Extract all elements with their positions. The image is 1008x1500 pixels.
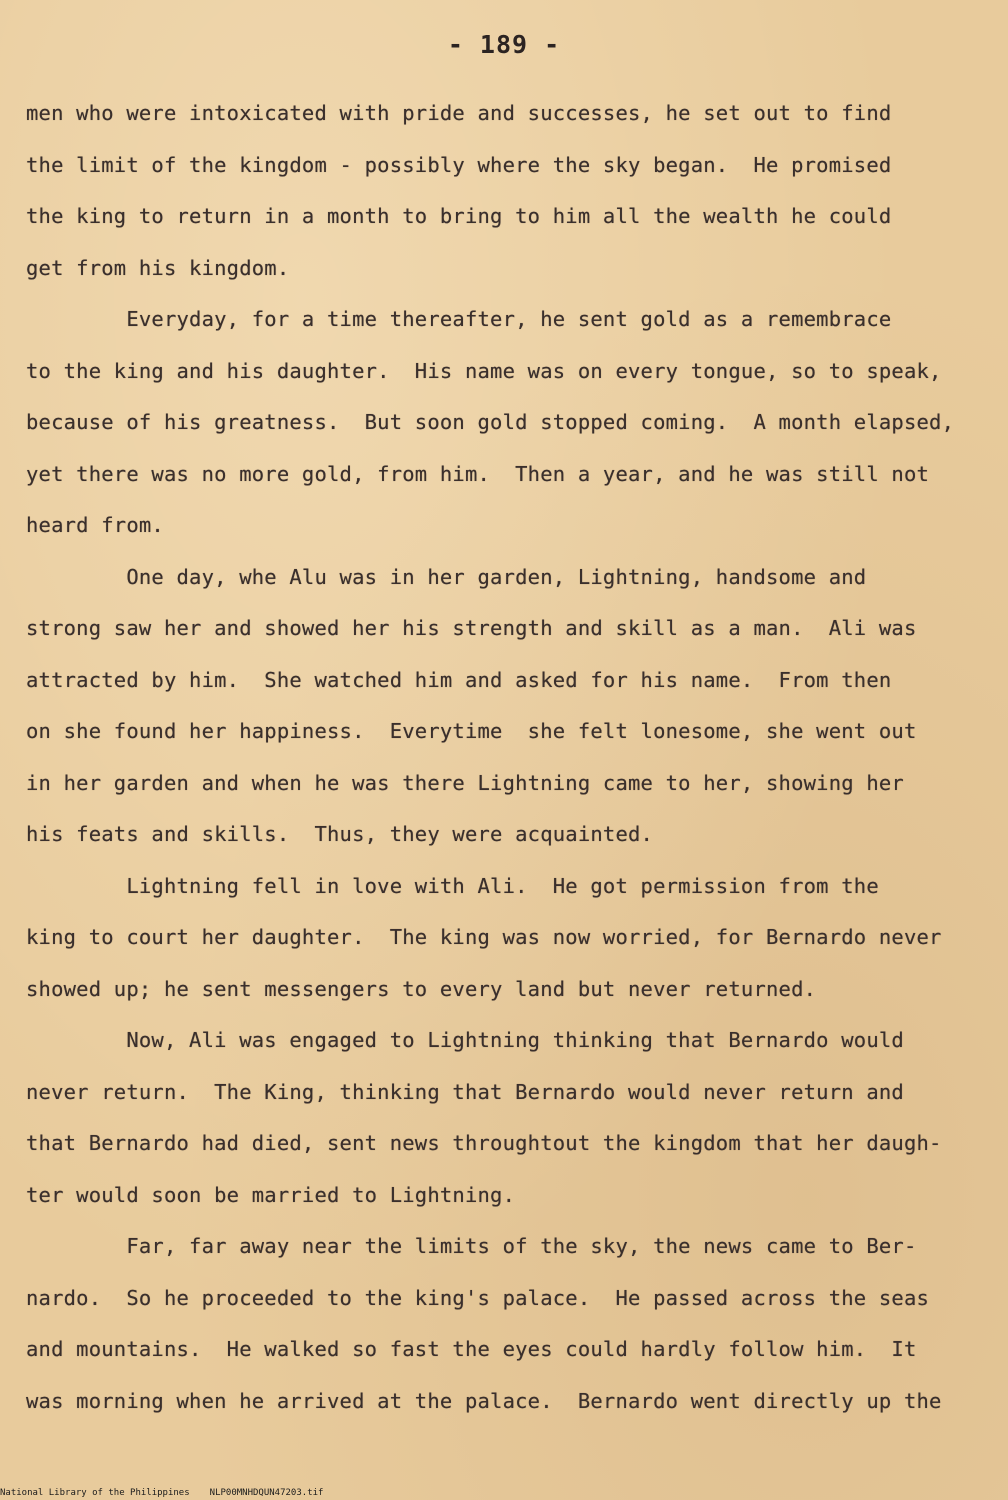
text-line: and mountains. He walked so fast the eyes could hardly follow him. It (26, 1337, 917, 1361)
text-line: showed up; he sent messengers to every land but never returned. (26, 976, 817, 1001)
text-line: on she found her happiness. Everytime she felt lonesome, she went out (26, 719, 917, 743)
footer-library: National Library of the Philippines (0, 1488, 190, 1498)
text-line: because of his greatness. But soon gold stopped coming. A month elapsed, (26, 410, 955, 434)
text-line: the limit of the kingdom - possibly where the sky began. He promised (26, 152, 892, 177)
text-line: get from his kingdom. (26, 255, 290, 280)
text-line: to the king and his daughter. His name was on every tongue, so to speak, (26, 358, 942, 383)
text-line: king to court her daughter. The king was now worried, for Bernardo never (26, 925, 942, 949)
text-line: Lightning fell in love with Ali. He got permission from the (26, 873, 879, 898)
text-line: strong saw her and showed her his strength and skill as a man. Ali was (26, 616, 917, 640)
text-line: that Bernardo had died, sent news throughtout the kingdom that her daugh- (26, 1131, 942, 1155)
body-text (26, 88, 976, 1427)
text-line: yet there was no more gold, from him. Then a year, and he was still not (26, 461, 930, 486)
text-line: Everyday, for a time thereafter, he sent gold as a remembrace (26, 307, 892, 331)
text-line: attracted by him. She watched him and asked for his name. From then (26, 667, 892, 692)
text-line: was morning when he arrived at the palace. Bernardo went directly up the (26, 1388, 942, 1413)
text-line: the king to return in a month to bring to him all the wealth he could (26, 204, 892, 228)
text-line: Now, Ali was engaged to Lightning thinking that Bernardo would (26, 1028, 904, 1052)
text-line: in her garden and when he was there Lightning came to her, showing her (26, 770, 904, 795)
text-line: ter would soon be married to Lightning. (26, 1182, 516, 1207)
text-line: Far, far away near the limits of the sky, the news came to Ber- (26, 1234, 917, 1258)
footer-file-id: NLP00MNHDQUN47203.tif (209, 1488, 324, 1498)
text-line: never return. The King, thinking that Bernardo would never return and (26, 1079, 904, 1104)
scan-footer (0, 1487, 1008, 1500)
text-line: nardo. So he proceeded to the king's palace. He passed across the seas (26, 1285, 930, 1310)
text-line: heard from. (26, 513, 164, 537)
text-line: One day, whe Alu was in her garden, Lightning, handsome and (26, 564, 867, 589)
text-line: men who were intoxicated with pride and successes, he set out to find (26, 101, 892, 125)
text-line: his feats and skills. Thus, they were acquainted. (26, 822, 654, 846)
page-number: - 189 - (447, 30, 561, 59)
